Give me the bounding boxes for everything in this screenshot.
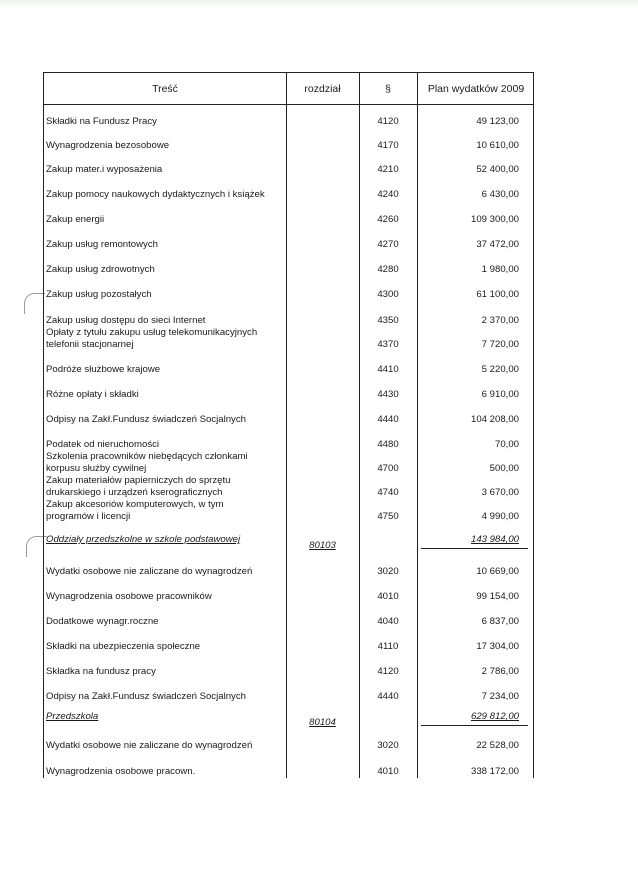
category-total: 143 984,00 — [470, 534, 519, 545]
row-description: drukarskiego i urządzeń kserograficznych — [46, 487, 223, 498]
paragraph-code: 4740 — [377, 487, 399, 498]
category-label: Przedszkola — [46, 711, 99, 722]
plan-amount: 6 910,00 — [481, 389, 519, 400]
row-description: Składki na Fundusz Pracy — [46, 116, 157, 127]
paragraph-code: 4440 — [377, 414, 399, 425]
paragraph-code: 4350 — [377, 315, 399, 326]
plan-amount: 338 172,00 — [470, 766, 519, 777]
paragraph-code: 4210 — [377, 164, 399, 175]
paragraph-code: 4280 — [377, 264, 399, 275]
row-description: Zakup usług zdrowotnych — [46, 264, 155, 275]
row-description: Podatek od nieruchomości — [46, 439, 160, 450]
paragraph-code: 4700 — [377, 463, 399, 474]
row-description: Zakup usług dostępu do sieci Internet — [46, 315, 206, 326]
paragraph-code: 4260 — [377, 214, 399, 225]
plan-amount: 6 430,00 — [481, 189, 519, 200]
paragraph-code: 4410 — [377, 364, 399, 375]
paragraph-code: 4370 — [377, 339, 399, 350]
row-description: Składki na ubezpieczenia społeczne — [46, 641, 201, 652]
plan-amount: 17 304,00 — [476, 641, 519, 652]
paragraph-code: 3020 — [377, 566, 399, 577]
subtotal-underline — [421, 548, 528, 549]
plan-amount: 99 154,00 — [476, 591, 519, 602]
paragraph-code: 4440 — [377, 691, 399, 702]
paragraph-code: 3020 — [377, 740, 399, 751]
row-description: Zakup materiałów papierniczych do sprzętu — [46, 475, 231, 486]
row-description: Odpisy na Zakł.Fundusz świadczeń Socjalnych — [46, 691, 246, 702]
row-description: telefonii stacjonarnej — [46, 339, 134, 350]
paragraph-code: 4300 — [377, 289, 399, 300]
header-rozdzial: rozdział — [304, 82, 341, 95]
plan-amount: 3 670,00 — [481, 487, 519, 498]
row-description: Zakup mater.i wyposażenia — [46, 164, 163, 175]
plan-amount: 10 610,00 — [476, 140, 519, 151]
plan-amount: 52 400,00 — [476, 164, 519, 175]
plan-amount: 6 837,00 — [481, 616, 519, 627]
row-description: Składka na fundusz pracy — [46, 666, 156, 677]
subtotal-underline — [421, 725, 528, 726]
paragraph-code: 4120 — [377, 116, 399, 127]
header-paragraf: § — [385, 82, 391, 95]
plan-amount: 61 100,00 — [476, 289, 519, 300]
plan-amount: 1 980,00 — [481, 264, 519, 275]
row-description: Zakup pomocy naukowych dydaktycznych i książek — [46, 189, 265, 200]
row-description: Wynagrodzenia osobowe pracowników — [46, 591, 212, 602]
plan-amount: 500,00 — [489, 463, 519, 474]
paragraph-code: 4170 — [377, 140, 399, 151]
paragraph-code: 4480 — [377, 439, 399, 450]
plan-amount: 70,00 — [494, 439, 519, 450]
plan-amount: 104 208,00 — [470, 414, 519, 425]
paragraph-code: 4270 — [377, 239, 399, 250]
budget-table — [43, 72, 534, 778]
plan-amount: 10 669,00 — [476, 566, 519, 577]
row-description: Wydatki osobowe nie zaliczane do wynagrodzeń — [46, 566, 253, 577]
header-tresc: Treść — [152, 82, 178, 95]
row-description: programów i licencji — [46, 511, 131, 522]
plan-amount: 2 786,00 — [481, 666, 519, 677]
paragraph-code: 4240 — [377, 189, 399, 200]
paragraph-code: 4750 — [377, 511, 399, 522]
row-description: Dodatkowe wynagr.roczne — [46, 616, 159, 627]
row-description: korpusu służby cywilnej — [46, 463, 147, 474]
category-label: Oddziały przedszkolne w szkole podstawowej — [46, 534, 241, 545]
row-description: Odpisy na Zakł.Fundusz świadczeń Socjalnych — [46, 414, 246, 425]
row-description: Wydatki osobowe nie zaliczane do wynagrodzeń — [46, 740, 253, 751]
punch-hole-mark — [24, 293, 45, 314]
plan-amount: 109 300,00 — [470, 214, 519, 225]
plan-amount: 49 123,00 — [476, 116, 519, 127]
row-description: Zakup energii — [46, 214, 105, 225]
row-description: Różne opłaty i składki — [46, 389, 139, 400]
header-divider — [44, 104, 533, 105]
paragraph-code: 4040 — [377, 616, 399, 627]
paragraph-code: 4010 — [377, 591, 399, 602]
row-description: Szkolenia pracowników niebędących członkami — [46, 451, 248, 462]
row-description: Zakup usług remontowych — [46, 239, 158, 250]
column-divider — [286, 73, 287, 778]
plan-amount: 7 234,00 — [481, 691, 519, 702]
plan-amount: 7 720,00 — [481, 339, 519, 350]
rozdzial-code: 80103 — [309, 540, 336, 551]
row-description: Podróże służbowe krajowe — [46, 364, 161, 375]
paragraph-code: 4110 — [377, 641, 399, 652]
row-description: Zakup akcesoriów komputerowych, w tym — [46, 499, 224, 510]
plan-amount: 22 528,00 — [476, 740, 519, 751]
paragraph-code: 4120 — [377, 666, 399, 677]
scan-top-edge — [0, 0, 638, 8]
rozdzial-code: 80104 — [309, 717, 336, 728]
plan-amount: 4 990,00 — [481, 511, 519, 522]
row-description: Opłaty z tytułu zakupu usług telekomunikacyjnych — [46, 327, 258, 338]
plan-amount: 5 220,00 — [481, 364, 519, 375]
row-description: Wynagrodzenia osobowe pracown. — [46, 766, 196, 777]
paragraph-code: 4430 — [377, 389, 399, 400]
paragraph-code: 4010 — [377, 766, 399, 777]
row-description: Zakup usług pozostałych — [46, 289, 152, 300]
plan-amount: 2 370,00 — [481, 315, 519, 326]
header-plan: Plan wydatków 2009 — [427, 82, 525, 95]
plan-amount: 37 472,00 — [476, 239, 519, 250]
category-total: 629 812,00 — [470, 711, 519, 722]
row-description: Wynagrodzenia bezosobowe — [46, 140, 170, 151]
